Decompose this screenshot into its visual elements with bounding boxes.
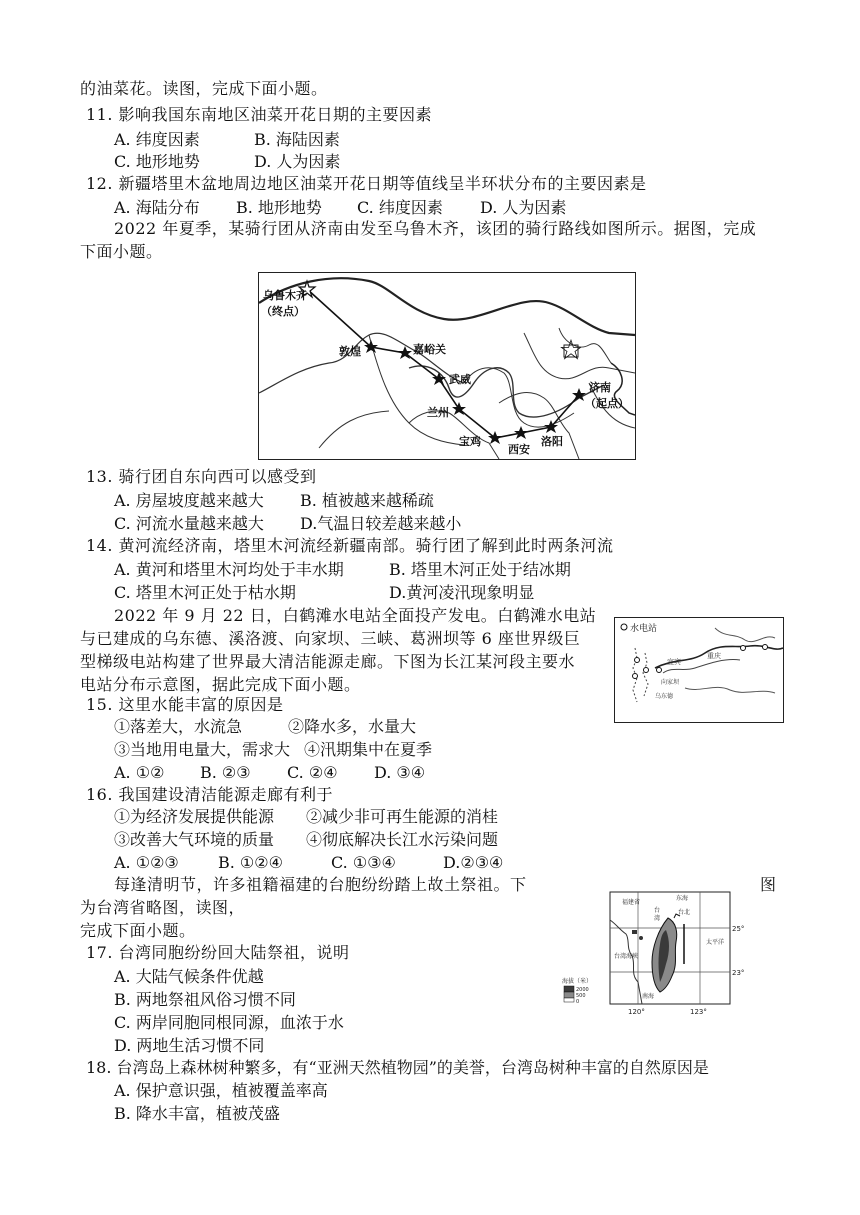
q15-option-d[interactable]: D. ③④ [374,763,426,782]
label-baoji: 宝鸡 [459,435,481,448]
legend-swatch-low [564,998,574,1002]
label-east-sea: 东海 [676,895,689,902]
q16-option-c[interactable]: C. ①③④ [331,853,396,872]
label-pacific: 太平洋 [706,939,725,946]
hydro-label-station-1: 向家坝 [661,679,680,686]
q16-option-b[interactable]: B. ①②④ [218,853,283,872]
jinan-star [572,388,586,401]
label-tw-2: 湾 [654,915,661,922]
question-12-stem: 12. 新疆塔里木盆地周边地区油菜开花日期等值线呈半环状分布的主要因素是 [86,174,647,193]
q16-statement-4: ④彻底解决长江水污染问题 [306,830,499,849]
q16-option-a[interactable]: A. ①②③ [114,853,179,872]
river-tributary [643,653,648,696]
island-marker [632,930,637,934]
q11-option-a[interactable]: A. 纬度因素 [114,130,200,149]
hydro-station [644,668,649,673]
q17-option-d[interactable]: D. 两地生活习惯不同 [114,1036,265,1055]
label-taipei: 台北 [678,909,691,916]
q15-statement-4: ④汛期集中在夏季 [304,740,433,759]
question-15-stem: 15. 这里水能丰富的原因是 [86,695,284,714]
elevation-legend-title: 海拔（米） [562,978,593,985]
city-stars [299,281,586,444]
question-16-stem: 16. 我国建设清洁能源走廊有利于 [86,785,334,804]
label-jinan: 济南 [589,381,611,394]
passage-hydro-line3: 型梯级电站构建了世界最大清洁能源走廊。下图为长江某河段主要水 [80,652,576,671]
hydro-station [763,645,768,650]
question-14-stem: 14. 黄河流经济南，塔里木河流经新疆南部。骑行团了解到此时两条河流 [86,536,614,555]
label-south-sea: 南海 [642,993,655,1000]
label-jinan-note: （起点） [585,397,629,410]
label-wuwei: 武威 [449,373,471,386]
taiwan-map [560,890,760,1020]
label-lanzhou: 兰州 [427,406,449,419]
q13-option-c[interactable]: C. 河流水量越来越大 [114,514,264,533]
province-boundary [524,333,635,379]
passage-taiwan-line1: 每逢清明节，许多祖籍福建的台胞纷纷踏上故土祭祖。下 [114,875,527,894]
q12-option-d[interactable]: D. 人为因素 [480,198,567,217]
hydro-station [657,668,662,673]
xian-star [514,426,528,439]
q14-option-d[interactable]: D.黄河凌汛现象明显 [389,583,535,602]
penghu-islands [639,936,643,940]
passage-cycling-line1: 2022 年夏季，某骑行团从济南由发至乌鲁木齐，该团的骑行路线如图所示。据图，完成 [114,219,757,238]
q17-option-b[interactable]: B. 两地祭祖风俗习惯不同 [114,990,296,1009]
lat-label-25: 25° [732,925,745,933]
hydro-legend-label: 水电站 [630,624,658,634]
label-tw-1: 台 [654,907,661,914]
q12-option-b[interactable]: B. 地形地势 [236,198,322,217]
lon-label-123: 123° [690,1008,707,1016]
label-urumqi: 乌鲁木齐 [263,289,307,302]
q16-statement-2: ②减少非可再生能源的消桂 [306,807,499,826]
legend-value-2000: 2000 [576,987,589,993]
question-17-stem: 17. 台湾同胞纷纷回大陆祭祖，说明 [86,943,350,962]
passage-cycling-line2: 下面小题。 [80,242,163,261]
hydro-stations [633,645,768,679]
hydro-station-legend-icon [621,624,627,630]
label-taiwan-strait: 台湾海峡 [614,953,639,960]
passage-hydro-line1: 2022 年 9 月 22 日，白鹤滩水电站全面投产发电。白鹤滩水电站 [114,606,597,625]
lon-label-120: 120° [628,1008,645,1016]
hydro-label-yibin: 宜宾 [667,658,681,666]
q16-statement-3: ③改善大气环境的质量 [114,830,275,849]
legend-swatch-high [564,986,574,992]
passage-tail: 的油菜花。读图，完成下面小题。 [80,79,328,98]
q15-statement-3: ③当地用电量大，需求大 [114,740,291,759]
q11-option-c[interactable]: C. 地形地势 [114,152,200,171]
q11-option-d[interactable]: D. 人为因素 [254,152,341,171]
legend-value-0: 0 [576,999,580,1005]
hydro-map-drawing [615,618,783,722]
label-luoyang: 洛阳 [541,435,563,448]
q14-option-c[interactable]: C. 塔里木河正处于枯水期 [114,583,296,602]
q15-option-a[interactable]: A. ①② [114,763,165,782]
q15-option-b[interactable]: B. ②③ [200,763,251,782]
hydro-station [633,674,638,679]
q16-statement-1: ①为经济发展提供能源 [114,807,275,826]
hydro-station [741,646,746,651]
q18-option-a[interactable]: A. 保护意识强，植被覆盖率高 [114,1081,328,1100]
q13-option-b[interactable]: B. 植被越来越稀疏 [300,491,434,510]
q13-option-a[interactable]: A. 房屋坡度越来越大 [114,491,264,510]
route-map-drawing [259,273,635,459]
q16-option-d[interactable]: D.②③④ [443,853,504,872]
label-xian: 西安 [508,443,530,456]
q18-option-b[interactable]: B. 降水丰富，植被茂盛 [114,1104,280,1123]
boundary [715,628,775,642]
province-boundary [409,411,499,459]
mainland-coast [610,920,642,1004]
q14-option-a[interactable]: A. 黄河和塔里木河均处于丰水期 [114,560,344,579]
q15-statement-1: ①落差大，水流急 [114,717,243,736]
hydro-label-chongqing: 重庆 [707,652,721,660]
legend-value-500: 500 [576,993,586,999]
wuwei-star [432,372,446,385]
hydro-station [635,658,640,663]
question-11-stem: 11. 影响我国东南地区油菜开花日期的主要因素 [86,105,433,124]
q12-option-a[interactable]: A. 海陆分布 [114,198,200,217]
label-dunhuang: 敦煌 [339,345,361,358]
label-urumqi-note: （终点） [261,305,305,318]
label-jiayuguan: 嘉峪关 [413,343,446,356]
taiwan-map-drawing [560,890,760,1020]
q17-option-c[interactable]: C. 两岸同胞同根同源，血浓于水 [114,1013,344,1032]
q12-option-c[interactable]: C. 纬度因素 [357,198,443,217]
province-boundary [319,411,389,448]
province-boundary [464,368,574,427]
hydro-label-station-2: 乌东德 [655,693,674,700]
legend-swatch-mid [564,992,574,998]
q15-statement-2: ②降水多，水量大 [288,717,417,736]
passage-taiwan-line3: 完成下面小题。 [80,921,196,940]
lat-label-23: 23° [732,969,745,977]
question-13-stem: 13. 骑行团自东向西可以感受到 [86,467,317,486]
q17-option-a[interactable]: A. 大陆气候条件优越 [114,967,264,986]
q11-option-b[interactable]: B. 海陆因素 [254,130,340,149]
passage-taiwan-line2: 为台湾省略图，读图， [80,898,246,917]
label-fujian: 福建省 [622,899,641,906]
passage-hydro-line4: 电站分布示意图，据此完成下面小题。 [80,675,361,694]
passage-taiwan-line1-tail: 图 [760,875,777,894]
q13-option-d[interactable]: D.气温日较差越来越小 [300,514,462,533]
passage-hydro-line2: 与已建成的乌东德、溪洛渡、向家坝、三峡、葛洲坝等 6 座世界级巨 [80,629,581,648]
q14-option-b[interactable]: B. 塔里木河正处于结冰期 [389,560,571,579]
question-18-stem: 18. 台湾岛上森林树种繁多，有“亚洲天然植物园”的美誉，台湾岛树种丰富的自然原因是 [86,1058,709,1077]
q15-option-c[interactable]: C. ②④ [287,763,338,782]
hydro-station-map [614,617,784,723]
cycling-route-map [258,272,636,460]
boundary [685,687,775,693]
baoji-star [488,431,502,444]
